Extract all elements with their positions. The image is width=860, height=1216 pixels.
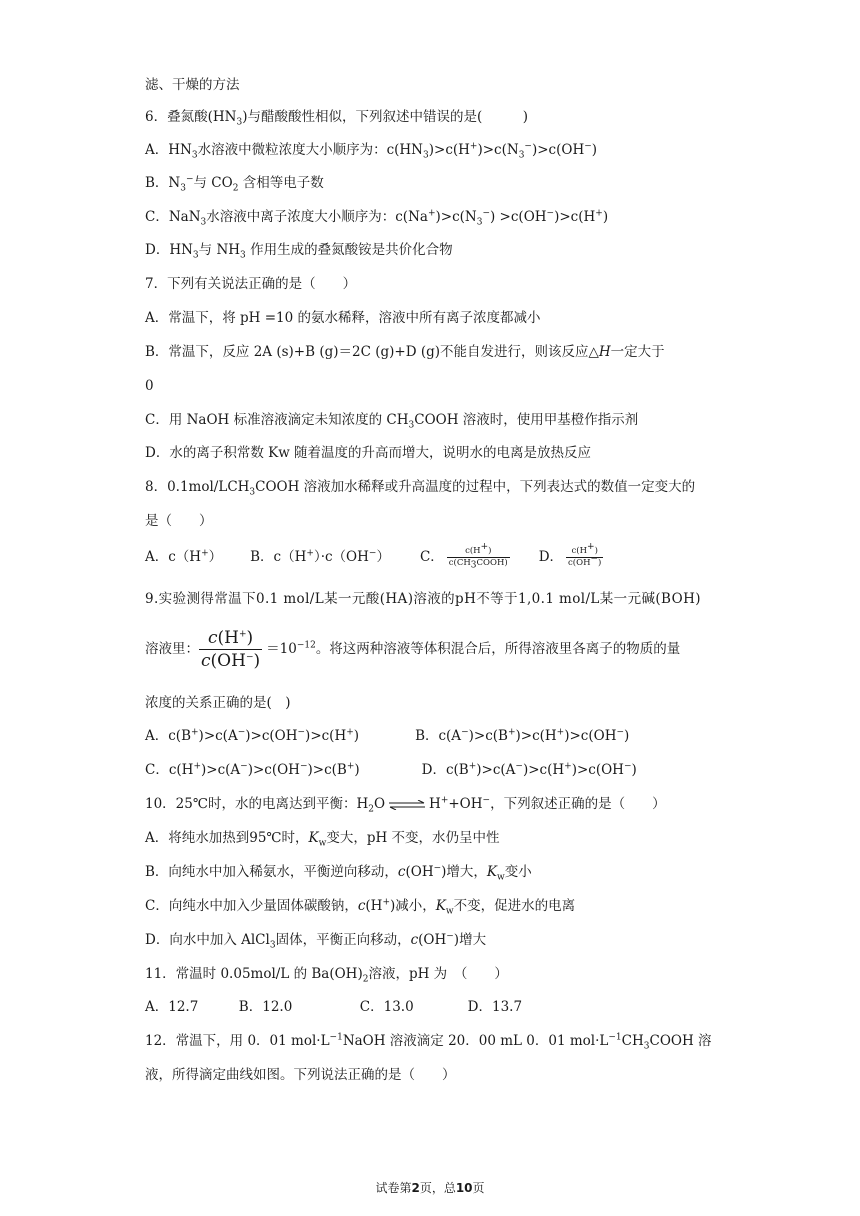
question-9-options-cd: C．c(H+)>c(A−)>c(OH−)>c(B+) D．c(B+)>c(A−)>c(H+)>c(OH−): [145, 761, 637, 778]
question-10-option-d: D．向水中加入 AlCl$_3$固体，平衡正向移动，c(OH−)增大: [145, 931, 487, 951]
question-9: 9.实验测得常温下0.1 mol/L某一元酸(HA)溶液的pH不等于1,0.1 mol/L某一元碱(BOH): [145, 591, 701, 607]
question-9-cont: 溶液里： $\frac{c(H^+)}{c(OH^-)}$ $=10^{-12}$。将这两种溶液等体积混合后，所得溶液里各离子的物质的量: [145, 628, 681, 671]
question-11: 11．常温时 0.05mol/L 的 $Ba(OH)_2$溶液，pH 为 （ ）: [145, 966, 508, 985]
equilibrium-arrow-icon: [387, 800, 427, 810]
question-8-cont: 是（ ）: [145, 513, 213, 529]
question-12: 12．常温下，用 0．01 $mol\cdot L^{-1}NaOH$ 溶液滴定 20．00 mL 0．01 $mol\cdot L^{-1}CH_3COOH$ 溶: [145, 1032, 712, 1052]
question-8-options: A．c（H+） B．c（H+）·c（OH−） C． $\frac{c(H^+)}{c(CH_3COOH)}$ D． $\frac{c(H^+)}{c(OH^-)}$: [145, 542, 602, 571]
question-7: 7．下列有关说法正确的是（ ）: [145, 276, 357, 292]
question-6-option-d: D．$HN_3$与 $NH_3$ 作用生成的叠氮酸铵是共价化合物: [145, 242, 453, 261]
question-7-option-b: B．常温下，反应 2A (s)+B (g)＝2C (g)+D (g)不能自发进行，则该反应△H一定大于: [145, 344, 665, 360]
question-10-option-b: B．向纯水中加入稀氨水，平衡逆向移动，c(OH−)增大，$K_w$变小: [145, 863, 532, 883]
footer-page-number: 2: [411, 1181, 420, 1195]
page-footer: 试卷第2页，总10页: [375, 1181, 485, 1195]
footer-total-pages: 10: [455, 1181, 473, 1195]
question-6: 6．叠氮酸$(HN_3)$与醋酸酸性相似，下列叙述中错误的是( ): [145, 109, 528, 128]
question-8: 8．$0.1mol/LCH_3COOH$ 溶液加水稀释或升高温度的过程中，下列表达式的数值一定变大的: [145, 479, 696, 498]
question-11-options: A．12.7 B．12.0 C．13.0 D．13.7: [145, 999, 523, 1015]
question-6-option-a: A．$HN_3$水溶液中微粒浓度大小顺序为：$c(HN_3)>c(H^+)>c(N_3^-)>c(OH^-)$: [145, 141, 598, 161]
question-12-cont: 液，所得滴定曲线如图。下列说法正确的是（ ）: [145, 1067, 456, 1083]
question-9-cont-2: 浓度的关系正确的是( ): [145, 695, 291, 711]
question-7-option-a: A．常温下，将 pH =10 的氨水稀释，溶液中所有离子浓度都减小: [145, 310, 541, 326]
question-10: 10．25℃时，水的电离达到平衡：$H_2O$ H++OH−，下列叙述正确的是（ ）: [145, 795, 666, 815]
question-6-option-b: B．$N_3^-$与 $CO_2$ 含相等电子数: [145, 174, 324, 194]
question-7-option-c: C．用 NaOH 标准溶液滴定未知浓度的 $CH_3COOH$ 溶液时，使用甲基橙作指示剂: [145, 412, 639, 431]
question-7-option-d: D．水的离子积常数 Kw 随着温度的升高而增大，说明水的电离是放热反应: [145, 445, 592, 461]
question-7-option-b-cont: 0: [145, 378, 154, 394]
question-10-option-c: C．向纯水中加入少量固体碳酸钠，c(H+)减小，$K_w$不变，促进水的电离: [145, 897, 576, 917]
question-6-option-c: C．NaN$_3$水溶液中离子浓度大小顺序为：$c(Na^+)>c(N_3^-) >c(OH^-)>c(H^+)$: [145, 208, 609, 228]
line-continuation: 滤、干燥的方法: [145, 77, 240, 93]
question-9-options-ab: A．c(B+)>c(A−)>c(OH−)>c(H+) B．c(A−)>c(B+)>c(H+)>c(OH−): [145, 727, 630, 744]
question-10-option-a: A．将纯水加热到95℃时，$K_w$变大，pH 不变，水仍呈中性: [145, 830, 500, 849]
